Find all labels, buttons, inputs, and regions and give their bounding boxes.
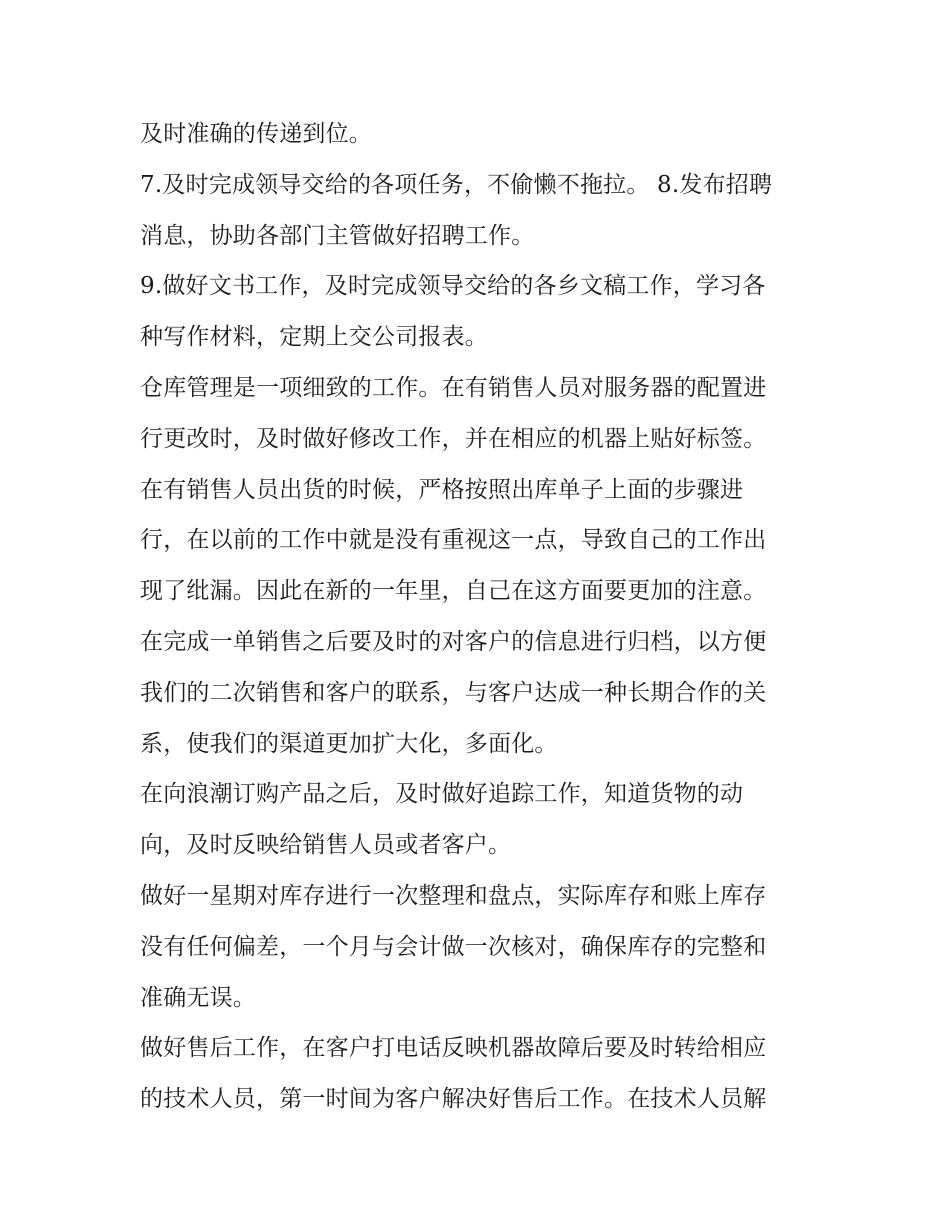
text-line: 种写作材料，定期上交公司报表。 bbox=[140, 324, 488, 351]
text-line: 在有销售人员出货的时候，严格按照出库单子上面的步骤进 bbox=[140, 476, 744, 503]
text-line: 7.及时完成领导交给的各项任务，不偷懒不拖拉。 8.发布招聘 bbox=[140, 171, 773, 198]
text-line: 做好一星期对库存进行一次整理和盘点，实际库存和账上库存 bbox=[140, 882, 767, 909]
text-line: 系，使我们的渠道更加扩大化，多面化。 bbox=[140, 730, 558, 757]
text-line: 9.做好文书工作，及时完成领导交给的各乡文稿工作，学习各 bbox=[140, 273, 766, 300]
text-line: 行更改时，及时做好修改工作，并在相应的机器上贴好标签。 bbox=[140, 425, 767, 452]
text-line: 在完成一单销售之后要及时的对客户的信息进行归档，以方便 bbox=[140, 628, 767, 655]
text-line: 行，在以前的工作中就是没有重视这一点，导致自己的工作出 bbox=[140, 527, 767, 554]
text-line: 现了纰漏。因此在新的一年里，自己在这方面要更加的注意。 bbox=[140, 578, 767, 605]
text-line: 向，及时反映给销售人员或者客户。 bbox=[140, 832, 512, 859]
text-line: 没有任何偏差，一个月与会计做一次核对，确保库存的完整和 bbox=[140, 933, 767, 960]
text-line: 做好售后工作，在客户打电话反映机器故障后要及时转给相应 bbox=[140, 1035, 767, 1062]
text-line: 准确无误。 bbox=[140, 984, 256, 1011]
text-line: 的技术人员，第一时间为客户解决好售后工作。在技术人员解 bbox=[140, 1086, 767, 1113]
text-line: 仓库管理是一项细致的工作。在有销售人员对服务器的配置进 bbox=[140, 374, 767, 401]
text-line: 消息，协助各部门主管做好招聘工作。 bbox=[140, 222, 535, 249]
text-line: 在向浪潮订购产品之后，及时做好追踪工作，知道货物的动 bbox=[140, 781, 744, 808]
document-body bbox=[140, 109, 812, 1125]
text-line: 我们的二次销售和客户的联系，与客户达成一种长期合作的关 bbox=[140, 679, 767, 706]
text-line: 及时准确的传递到位。 bbox=[140, 121, 372, 147]
